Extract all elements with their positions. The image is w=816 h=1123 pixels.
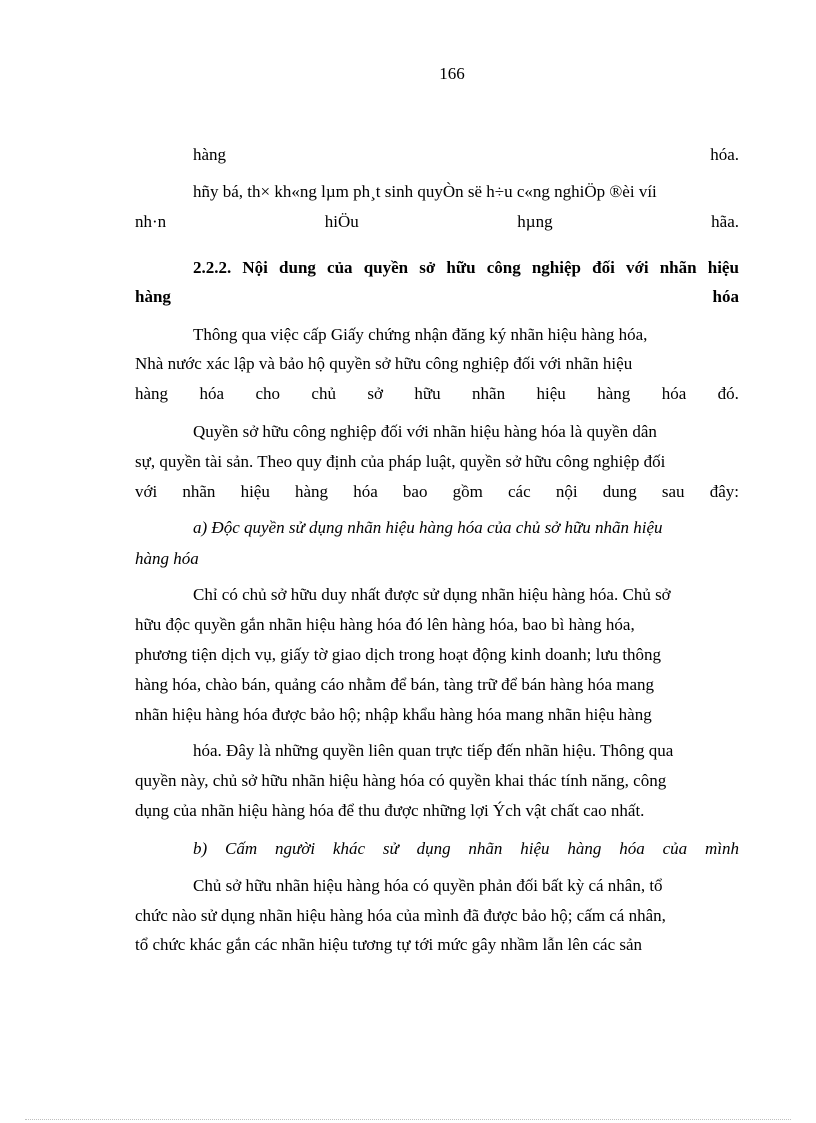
word: gồm: [452, 482, 483, 501]
text-line: Chỉ có chủ sở hữu duy nhất được sử dụng nhãn hiệu hàng hóa. Chủ sở: [193, 585, 671, 604]
text-line: Chủ sở hữu nhãn hiệu hàng hóa có quyền phản đối bất kỳ cá nhân, tổ: [193, 876, 663, 895]
word: đây:: [709, 482, 739, 501]
word: hàng: [597, 384, 631, 403]
word: hàng: [567, 839, 602, 858]
word: dụng: [416, 839, 451, 858]
word: sở: [419, 258, 436, 277]
word: với: [135, 482, 158, 501]
text-line: hữu độc quyền gắn nhãn hiệu hàng hóa đó lên hàng hóa, bao bì hàng hóa,: [135, 615, 635, 634]
subheading-a-continued: hàng hóa: [135, 549, 199, 568]
section-heading-continued: [135, 287, 739, 309]
subheading-a: a) Độc quyền sử dụng nhãn hiệu hàng hóa của chủ sở hữu nhãn hiệu: [193, 518, 663, 537]
word: người: [274, 839, 316, 858]
word: hiÖu: [324, 212, 359, 231]
text-line: quyền này, chủ sở hữu nhãn hiệu hàng hóa có quyền khai thác tính năng, công: [135, 771, 667, 790]
word: b): [193, 839, 208, 858]
text-line: Thông qua việc cấp Giấy chứng nhận đăng ký nhãn hiệu hàng hóa,: [193, 325, 648, 344]
word: đó.: [717, 384, 739, 403]
text-line: hñy bá, th× kh«ng lµm ph¸t sinh quyÒn së h÷u c«ng nghiÖp ®èi víi: [193, 182, 657, 201]
word: hiệu: [240, 482, 270, 501]
word: hóa: [712, 287, 739, 306]
word: nhãn: [182, 482, 216, 501]
text-line: phương tiện dịch vụ, giấy tờ giao dịch trong hoạt động kinh doanh; lưu thông: [135, 645, 662, 664]
word: hữu: [414, 384, 441, 403]
text-line: [135, 384, 739, 406]
text-line: hàng hóa, chào bán, quảng cáo nhằm để bán, tàng trữ để bán hàng hóa mang: [135, 675, 655, 694]
word: Nội: [242, 258, 268, 277]
page-bottom-border: [25, 1119, 791, 1120]
word: hàng: [135, 287, 171, 306]
text-line: hóa. Đây là những quyền liên quan trực tiếp đến nhãn hiệu. Thông qua: [193, 741, 674, 760]
text-line: [193, 145, 739, 167]
text-line: chức nào sử dụng nhãn hiệu hàng hóa của mình đã được bảo hộ; cấm cá nhân,: [135, 906, 666, 925]
word: sử: [382, 839, 399, 858]
word: nh·n: [135, 212, 167, 231]
word: sau: [661, 482, 685, 501]
word: với: [625, 258, 649, 277]
word: sở: [367, 384, 383, 403]
text-line: tổ chức khác gắn các nhãn hiệu tương tự tới mức gây nhầm lẫn lên các sản: [135, 935, 643, 954]
word: hóa: [619, 839, 645, 858]
word: hàng: [193, 145, 227, 164]
word: bao: [402, 482, 428, 501]
text-line: sự, quyền tài sản. Theo quy định của pháp luật, quyền sở hữu công nghiệp đối: [135, 452, 666, 471]
word: của: [662, 839, 688, 858]
word: nhãn: [659, 258, 697, 277]
word: nội: [555, 482, 578, 501]
word: hóa: [661, 384, 687, 403]
word: Cấm: [225, 839, 258, 858]
word: 2.2.2.: [193, 258, 232, 277]
word: các: [508, 482, 531, 501]
word: hiệu: [707, 258, 739, 277]
word: dung: [602, 482, 637, 501]
word: hµng: [517, 212, 553, 231]
word: hiệu: [520, 839, 550, 858]
word: của: [327, 258, 353, 277]
word: hiệu: [536, 384, 566, 403]
section-heading: [193, 258, 739, 280]
word: nghiệp: [531, 258, 581, 277]
word: đối: [592, 258, 615, 277]
word: cho: [255, 384, 280, 403]
word: hóa.: [710, 145, 739, 164]
word: mình: [704, 839, 739, 858]
text-line: Quyền sở hữu công nghiệp đối với nhãn hiệu hàng hóa là quyền dân: [193, 422, 657, 441]
subheading-b: [193, 839, 739, 861]
text-line: [135, 482, 739, 504]
word: hữu: [446, 258, 476, 277]
page-number: 166: [439, 64, 465, 83]
text-line: dụng của nhãn hiệu hàng hóa để thu được những lợi Ých vật chất cao nhất.: [135, 801, 645, 820]
word: công: [486, 258, 521, 277]
word: hàng: [135, 384, 169, 403]
text-line: Nhà nước xác lập và bảo hộ quyền sở hữu công nghiệp đối với nhãn hiệu: [135, 354, 633, 373]
word: dung: [279, 258, 316, 277]
text-line: [135, 212, 739, 234]
word: khác: [332, 839, 365, 858]
word: hãa.: [711, 212, 739, 231]
word: quyền: [363, 258, 409, 277]
word: hóa: [353, 482, 378, 501]
word: hóa: [199, 384, 225, 403]
word: nhãn: [468, 839, 503, 858]
text-line: nhãn hiệu hàng hóa được bảo hộ; nhập khẩu hàng hóa mang nhãn hiệu hàng: [135, 705, 652, 724]
word: nhãn: [472, 384, 506, 403]
word: hàng: [295, 482, 329, 501]
word: chủ: [311, 384, 336, 403]
